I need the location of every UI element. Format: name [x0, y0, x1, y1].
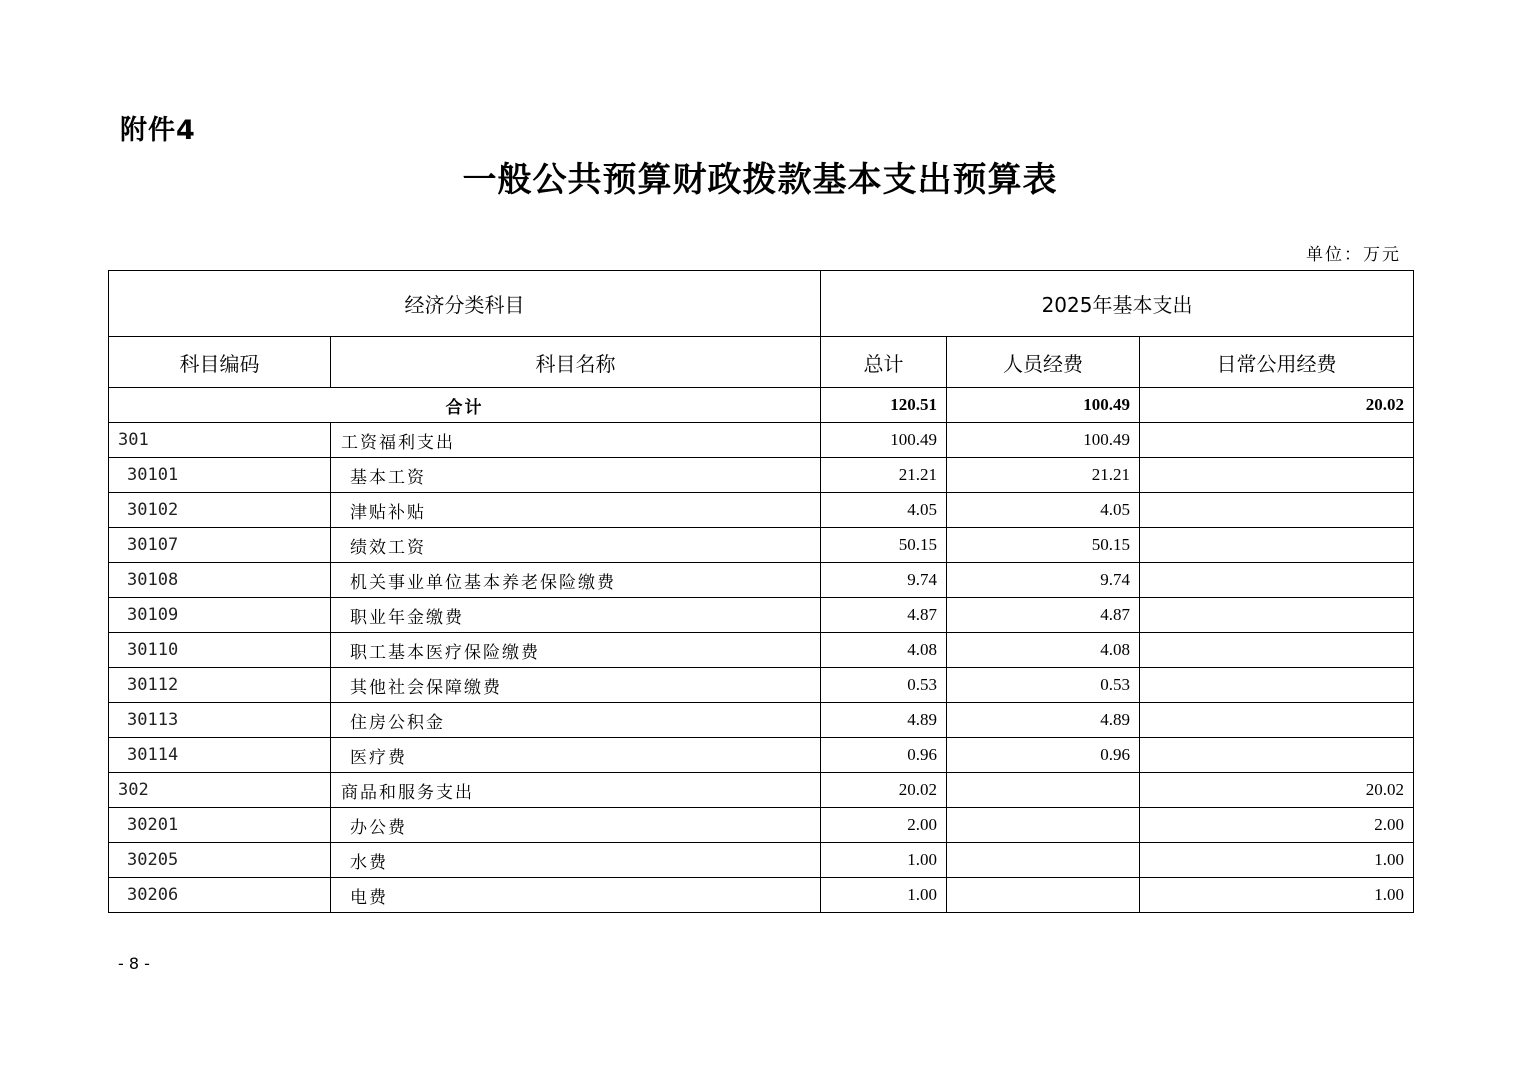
- row-personnel: [947, 843, 1140, 878]
- row-code: 30206: [109, 878, 331, 913]
- row-personnel: [947, 773, 1140, 808]
- row-total: 100.49: [821, 423, 947, 458]
- total-personnel: 100.49: [947, 388, 1140, 423]
- row-public: [1140, 633, 1414, 668]
- row-name: 其他社会保障缴费: [331, 668, 821, 703]
- row-total: 2.00: [821, 808, 947, 843]
- row-public: [1140, 458, 1414, 493]
- row-total: 4.05: [821, 493, 947, 528]
- row-code: 30112: [109, 668, 331, 703]
- row-personnel: 4.87: [947, 598, 1140, 633]
- row-name: 医疗费: [331, 738, 821, 773]
- row-public: [1140, 668, 1414, 703]
- row-total: 0.96: [821, 738, 947, 773]
- row-total: 0.53: [821, 668, 947, 703]
- group-header-economic-class: 经济分类科目: [109, 271, 821, 337]
- row-code: 30109: [109, 598, 331, 633]
- table-row: [109, 423, 1414, 458]
- row-code: 30102: [109, 493, 331, 528]
- row-public: [1140, 703, 1414, 738]
- row-public: [1140, 423, 1414, 458]
- row-personnel: 4.05: [947, 493, 1140, 528]
- row-personnel: 50.15: [947, 528, 1140, 563]
- group-header-row: [109, 271, 1414, 337]
- row-personnel: 100.49: [947, 423, 1140, 458]
- row-personnel: [947, 878, 1140, 913]
- row-name: 绩效工资: [331, 528, 821, 563]
- row-personnel: 0.53: [947, 668, 1140, 703]
- row-total: 4.08: [821, 633, 947, 668]
- row-total: 4.89: [821, 703, 947, 738]
- table-row: [109, 773, 1414, 808]
- row-public: [1140, 528, 1414, 563]
- row-total: 50.15: [821, 528, 947, 563]
- row-name: 水费: [331, 843, 821, 878]
- row-name: 工资福利支出: [331, 423, 821, 458]
- row-personnel: [947, 808, 1140, 843]
- row-name: 职业年金缴费: [331, 598, 821, 633]
- total-row: [109, 388, 1414, 423]
- column-header-row: [109, 337, 1414, 388]
- row-code: 302: [109, 773, 331, 808]
- row-code: 30201: [109, 808, 331, 843]
- table-row: [109, 528, 1414, 563]
- row-total: 4.87: [821, 598, 947, 633]
- row-code: 30110: [109, 633, 331, 668]
- table-row: [109, 703, 1414, 738]
- row-name: 办公费: [331, 808, 821, 843]
- row-code: 30107: [109, 528, 331, 563]
- table-row: [109, 458, 1414, 493]
- row-total: 21.21: [821, 458, 947, 493]
- row-total: 1.00: [821, 878, 947, 913]
- table-row: [109, 633, 1414, 668]
- row-personnel: 4.08: [947, 633, 1140, 668]
- attachment-label: 附件4: [120, 115, 196, 146]
- row-public: 1.00: [1140, 878, 1414, 913]
- table-row: [109, 598, 1414, 633]
- row-public: 1.00: [1140, 843, 1414, 878]
- total-public: 20.02: [1140, 388, 1414, 423]
- row-code: 30108: [109, 563, 331, 598]
- row-code: 301: [109, 423, 331, 458]
- row-name: 职工基本医疗保险缴费: [331, 633, 821, 668]
- table-row: [109, 808, 1414, 843]
- total-sum: 120.51: [821, 388, 947, 423]
- row-code: 30114: [109, 738, 331, 773]
- row-public: [1140, 598, 1414, 633]
- page-number: - 8 -: [118, 954, 150, 973]
- table-row: [109, 563, 1414, 598]
- table-row: [109, 843, 1414, 878]
- row-personnel: 0.96: [947, 738, 1140, 773]
- row-public: [1140, 563, 1414, 598]
- row-name: 商品和服务支出: [331, 773, 821, 808]
- document-title: 一般公共预算财政拨款基本支出预算表: [462, 160, 1058, 200]
- row-public: [1140, 493, 1414, 528]
- row-public: 2.00: [1140, 808, 1414, 843]
- row-name: 津贴补贴: [331, 493, 821, 528]
- row-public: [1140, 738, 1414, 773]
- row-personnel: 4.89: [947, 703, 1140, 738]
- total-label: 合计: [109, 388, 821, 423]
- row-name: 机关事业单位基本养老保险缴费: [331, 563, 821, 598]
- row-total: 9.74: [821, 563, 947, 598]
- column-header-public: 日常公用经费: [1140, 337, 1414, 388]
- row-code: 30101: [109, 458, 331, 493]
- unit-label: 单位：万元: [1306, 245, 1401, 265]
- budget-table: [108, 270, 1414, 913]
- table-row: [109, 668, 1414, 703]
- table-row: [109, 493, 1414, 528]
- row-name: 电费: [331, 878, 821, 913]
- table-row: [109, 738, 1414, 773]
- column-header-personnel: 人员经费: [947, 337, 1140, 388]
- row-personnel: 21.21: [947, 458, 1140, 493]
- row-personnel: 9.74: [947, 563, 1140, 598]
- row-code: 30113: [109, 703, 331, 738]
- row-name: 基本工资: [331, 458, 821, 493]
- column-header-total: 总计: [821, 337, 947, 388]
- table-row: [109, 878, 1414, 913]
- row-total: 20.02: [821, 773, 947, 808]
- column-header-code: 科目编码: [109, 337, 331, 388]
- row-code: 30205: [109, 843, 331, 878]
- row-public: 20.02: [1140, 773, 1414, 808]
- row-name: 住房公积金: [331, 703, 821, 738]
- row-total: 1.00: [821, 843, 947, 878]
- column-header-name: 科目名称: [331, 337, 821, 388]
- group-header-basic-expenditure: 2025年基本支出: [821, 271, 1414, 337]
